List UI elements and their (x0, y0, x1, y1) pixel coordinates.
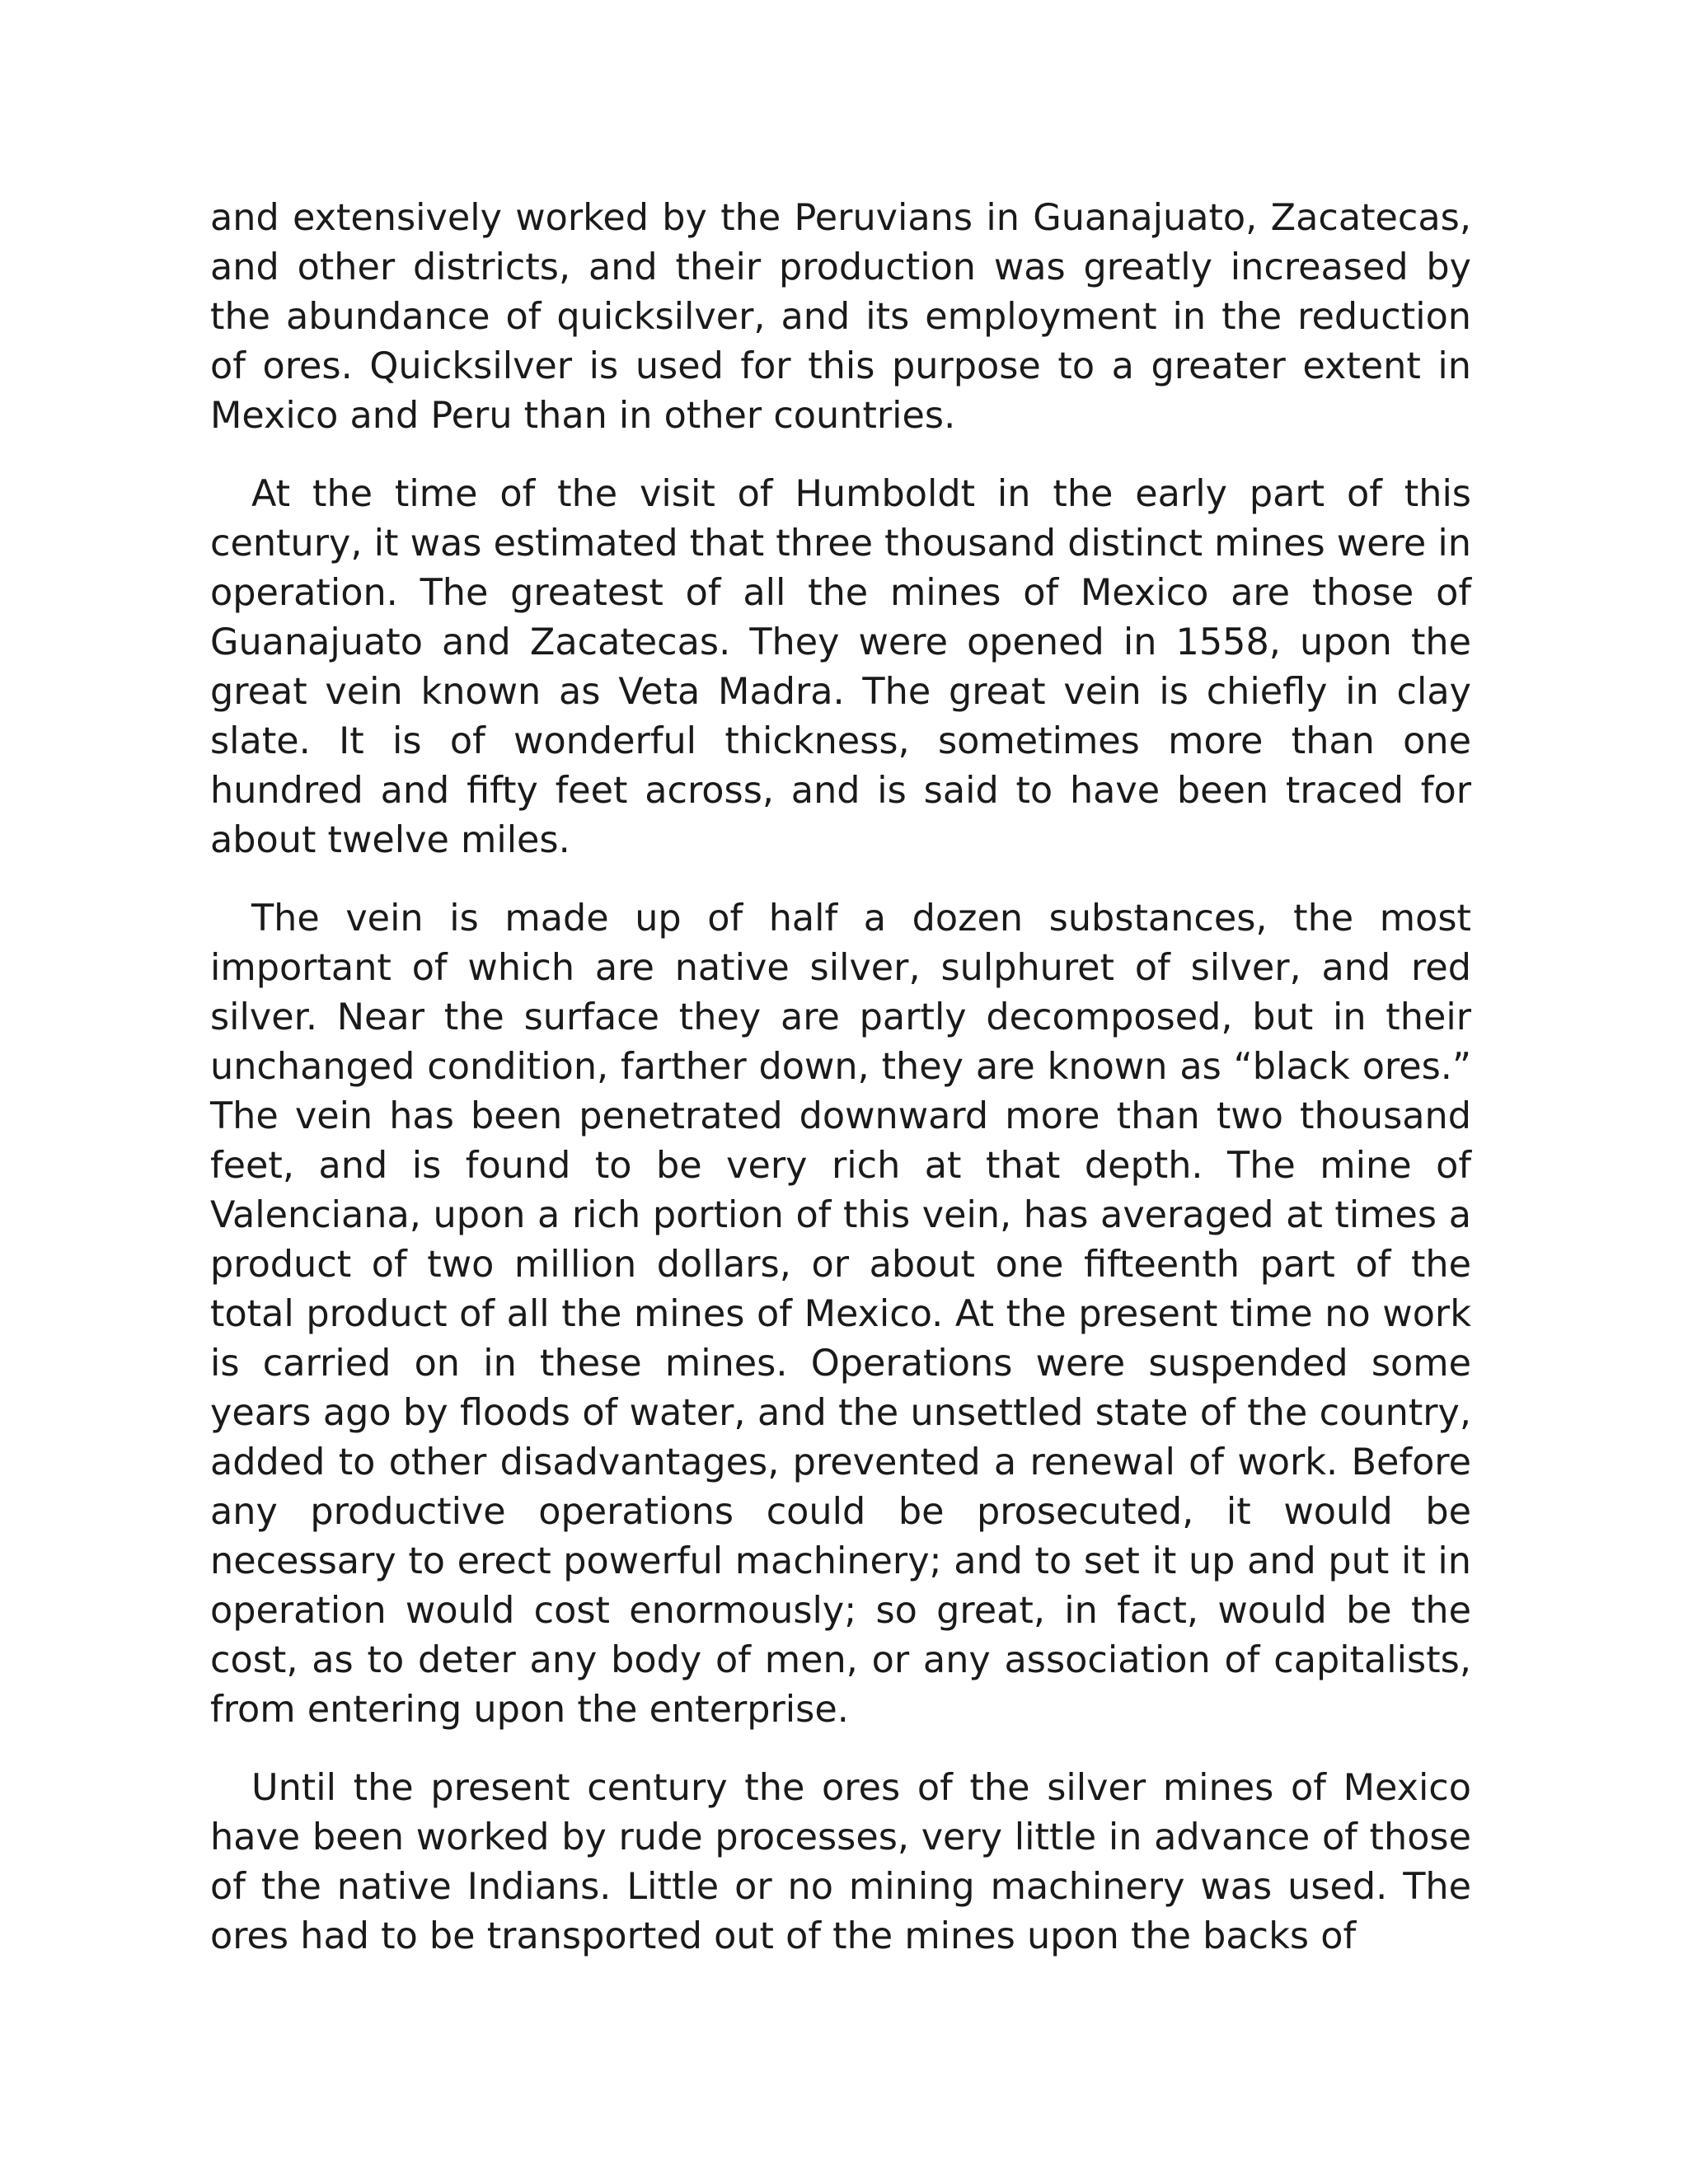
paragraph-rude-processes: Until the present century the ores of the silver mines of Mexico have been worked by rude processes, very little in advance of those of the native Indians. Little or no mining machinery was used. The ores had to be transported out of the mines upon the backs of (210, 1767, 1471, 1957)
paragraph-quicksilver: and extensively worked by the Peruvians in Guanajuato, Zacatecas, and other districts, and their production was greatly increased by the abundance of quicksilver, and its employment in the reduction of ores. Quicksilver is used for this purpose to a greater extent in Mexico and Peru than in other countries. (210, 197, 1471, 437)
document-page (210, 194, 1471, 1990)
paragraph-vein-substances: The vein is made up of half a dozen substances, the most important of which are native silver, sulphuret of silver, and red silver. Near the surface they are partly decomposed, but in their unchanged condition, farther down, they are known as “black ores.” The vein has been penetrated downward more than two thousand feet, and is found to be very rich at that depth. The mine of Valenciana, upon a rich portion of this vein, has averaged at times a product of two million dollars, or about one fifteenth part of the total product of all the mines of Mexico. At the present time no work is carried on in these mines. Operations were suspended some years ago by floods of water, and the unsettled state of the country, added to other disadvantages, prevented a renewal of work. Before any productive operations could be prosecuted, it would be necessary to erect powerful machinery; and to set it up and put it in operation would cost enormously; so great, in fact, would be the cost, as to deter any body of men, or any association of capitalists, from entering upon the enterprise. (210, 898, 1471, 1731)
paragraph-humboldt-visit: At the time of the visit of Humboldt in the early part of this century, it was estimated that three thousand distinct mines were in operation. The greatest of all the mines of Mexico are those of Guanajuato and Zacatecas. They were opened in 1558, upon the great vein known as Veta Madra. The great vein is chiefly in clay slate. It is of wonderful thickness, sometimes more than one hundred and fifty feet across, and is said to have been traced for about twelve miles. (210, 473, 1471, 861)
